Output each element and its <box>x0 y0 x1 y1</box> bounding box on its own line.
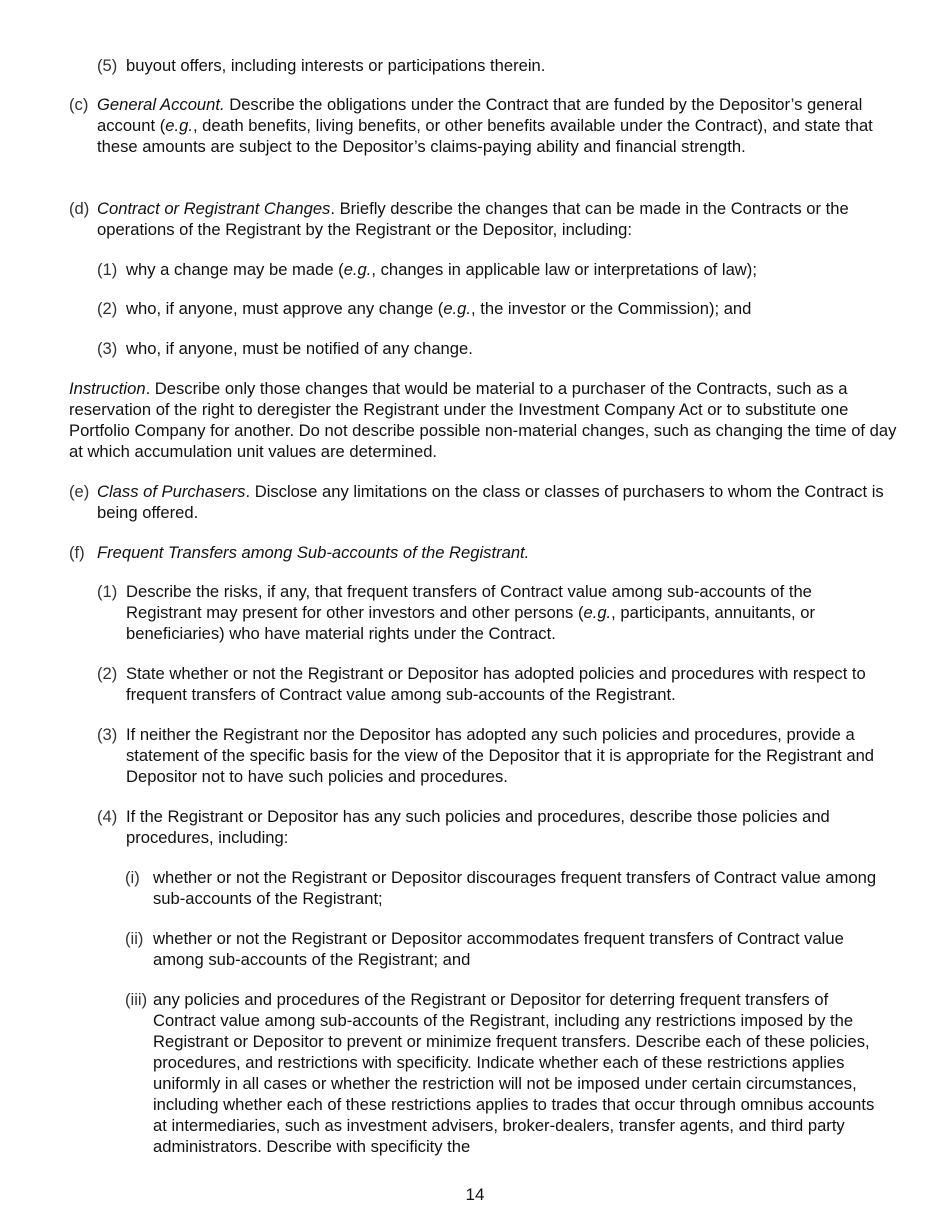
item-label: (5) <box>97 56 118 75</box>
list-item-f4 <box>97 806 891 848</box>
item-text: Describe the risks, if any, that frequent transfers of Contract value among sub-accounts of the Registrant may present for other investors and other persons (e.g., participants, annuitants, or beneficiaries) who have material rights under the Contract. <box>126 582 816 643</box>
item-text: State whether or not the Registrant or Depositor has adopted policies and procedures with respect to frequent transfers of Contract value among sub-accounts of the Registrant. <box>126 664 866 704</box>
list-item-f2 <box>97 663 891 705</box>
item-text: Instruction. Describe only those changes that would be material to a purchaser of the Contracts, such as a reservation of the right to deregister the Registrant under the Investment Company Act or to substitute one Portfolio Company for another. Do not describe possible non-material changes, such as changing the time of day at which accumulation unit values are determined. <box>69 379 897 461</box>
item-text <box>97 542 891 563</box>
item-label: (iii) <box>125 990 148 1009</box>
item-label: (2) <box>97 299 118 318</box>
list-item-d1 <box>97 259 897 280</box>
list-item-f <box>69 542 891 563</box>
item-heading: General Account. <box>97 95 225 114</box>
item-label: (1) <box>97 260 118 279</box>
item-label: (2) <box>97 664 118 683</box>
list-item-d2 <box>97 298 897 319</box>
item-label: (d) <box>69 199 90 218</box>
item-text: If the Registrant or Depositor has any such policies and procedures, describe those policies and procedures, including: <box>126 807 830 847</box>
list-item-b5 <box>97 55 897 76</box>
item-heading: Class of Purchasers <box>97 482 246 501</box>
item-heading: Contract or Registrant Changes <box>97 199 331 218</box>
item-text: whether or not the Registrant or Depositor discourages frequent transfers of Contract value among sub-accounts of the Registrant; <box>153 868 877 908</box>
item-label: (e) <box>69 482 90 501</box>
list-item-e <box>69 481 891 523</box>
item-text: who, if anyone, must approve any change (e.g., the investor or the Commission); and <box>126 299 752 318</box>
item-text: any policies and procedures of the Registrant or Depositor for deterring frequent transfers of Contract value among sub-accounts of the Registrant, including any restrictions imposed by the Registrant or Depositor to prevent or minimize frequent transfers. Describe each of these policies, procedures, and restrictions with specificity. Indicate whether each of these restrictions applies uniformly in all cases or whether the restriction will not be imposed under certain circumstances, including whether each of these restrictions applies to trades that occur through omnibus accounts at intermediaries, such as investment advisers, broker-dealers, transfer agents, and third party administrators. Describe with specificity the <box>153 990 875 1156</box>
item-label: (4) <box>97 807 118 826</box>
item-text: Contract or Registrant Changes. Briefly describe the changes that can be made in the Contracts or the operations of the Registrant by the Registrant or the Depositor, including: <box>97 199 849 239</box>
list-item-d <box>69 198 891 240</box>
list-item-c <box>69 94 891 157</box>
item-label: (3) <box>97 339 118 358</box>
instruction-paragraph <box>69 378 901 462</box>
item-heading: Frequent Transfers among Sub-accounts of the Registrant. <box>97 543 530 562</box>
list-item-f3 <box>97 724 893 787</box>
item-label: (f) <box>69 543 85 562</box>
item-text: If neither the Registrant nor the Depositor has adopted any such policies and procedures, provide a statement of the specific basis for the view of the Depositor that it is appropriate for the Registrant and Depositor not to have such policies and procedures. <box>126 725 875 786</box>
item-label: (ii) <box>125 929 144 948</box>
item-text: General Account. Describe the obligations under the Contract that are funded by the Depositor’s general account (e.g., death benefits, living benefits, or other benefits available under the Contract), and state that these amounts are subject to the Depositor’s claims-paying ability and financial strength. <box>97 95 873 156</box>
item-text: who, if anyone, must be notified of any change. <box>126 339 473 358</box>
item-text: buyout offers, including interests or participations therein. <box>126 56 546 75</box>
item-text: whether or not the Registrant or Depositor accommodates frequent transfers of Contract value among sub-accounts of the Registrant; and <box>153 929 844 969</box>
item-text: why a change may be made (e.g., changes in applicable law or interpretations of law); <box>126 260 757 279</box>
list-item-f4iii <box>125 989 885 1157</box>
item-label: (3) <box>97 725 118 744</box>
list-item-f4i <box>125 867 891 909</box>
page-number: 14 <box>465 1185 485 1204</box>
list-item-d3 <box>97 338 897 359</box>
item-label: (i) <box>125 868 140 887</box>
list-item-f1 <box>97 581 891 644</box>
item-label: (c) <box>69 95 89 114</box>
item-label: (1) <box>97 582 118 601</box>
instruction-heading: Instruction <box>69 379 146 398</box>
item-text: Class of Purchasers. Disclose any limitations on the class or classes of purchasers to whom the Contract is being offered. <box>97 482 884 522</box>
list-item-f4ii <box>125 928 891 970</box>
